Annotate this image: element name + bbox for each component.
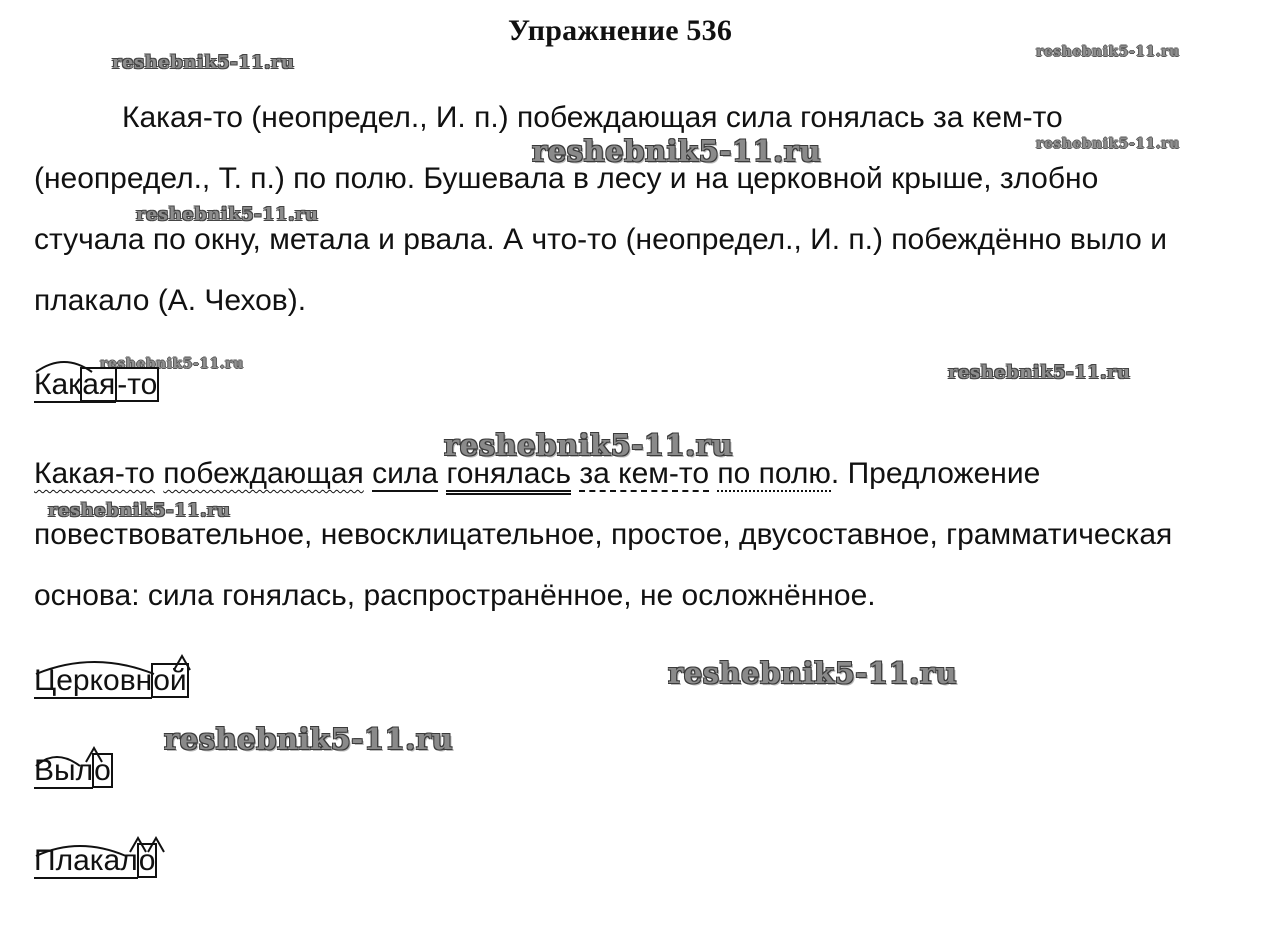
watermark: reshebnik5-11.ru xyxy=(444,428,734,462)
root: Как xyxy=(34,368,82,401)
postfix: -то xyxy=(117,368,158,401)
watermark: reshebnik5-11.ru xyxy=(1036,44,1180,60)
page-title: Упражнение 536 xyxy=(507,14,733,47)
watermark: reshebnik5-11.ru xyxy=(1036,136,1180,152)
word-stem xyxy=(34,368,116,403)
attribute: побеждающая xyxy=(163,457,364,490)
sentence: А что-то (неопредел., И. п.) побеждённо выло и плакало (А. Чехов). xyxy=(34,223,1167,317)
watermark: reshebnik5-11.ru xyxy=(164,722,454,756)
ending: ой xyxy=(153,664,187,697)
ending: о xyxy=(94,754,111,787)
subject: сила xyxy=(372,457,439,490)
watermark: reshebnik5-11.ru xyxy=(668,656,958,690)
ending: о xyxy=(138,844,156,877)
object: за кем-то xyxy=(579,457,710,490)
morph-word-tserkovnoy xyxy=(34,664,188,698)
morph-word-plakalo xyxy=(34,844,156,878)
morph-word-vylo xyxy=(34,754,112,788)
exercise-text xyxy=(34,87,1214,331)
syntax-analysis xyxy=(34,443,1214,626)
morph-word-kakaya-to xyxy=(34,368,158,402)
word-stem: Плакал xyxy=(34,844,138,877)
watermark: reshebnik5-11.ru xyxy=(112,52,295,73)
predicate: гонялась xyxy=(446,457,571,495)
analysis-text: . Предложение повествовательное, невосклицательное, простое, двусоставное, грамматическая основа: сила гонялась, распространённое, не осложнённое. xyxy=(34,457,1173,612)
watermark: reshebnik5-11.ru xyxy=(532,134,822,168)
modifier: Какая-то xyxy=(34,457,155,490)
word-stem: Церковн xyxy=(34,664,153,697)
watermark: reshebnik5-11.ru xyxy=(948,362,1131,383)
watermark: reshebnik5-11.ru xyxy=(48,500,231,521)
adverbial: по полю xyxy=(717,457,831,490)
watermark: reshebnik5-11.ru xyxy=(136,204,319,225)
watermark: reshebnik5-11.ru xyxy=(100,356,244,372)
word-stem: Выл xyxy=(34,754,94,787)
ending: ая xyxy=(82,368,116,401)
sentence: Какая-то (неопредел., И. п.) побеждающая сила гонялась за кем-то (неопредел., Т. п.) по полю. xyxy=(34,101,1063,195)
sentence: Бушевала в лесу и на церковной крыше, злобно стучала по окну, метала и рвала. xyxy=(34,162,1099,256)
